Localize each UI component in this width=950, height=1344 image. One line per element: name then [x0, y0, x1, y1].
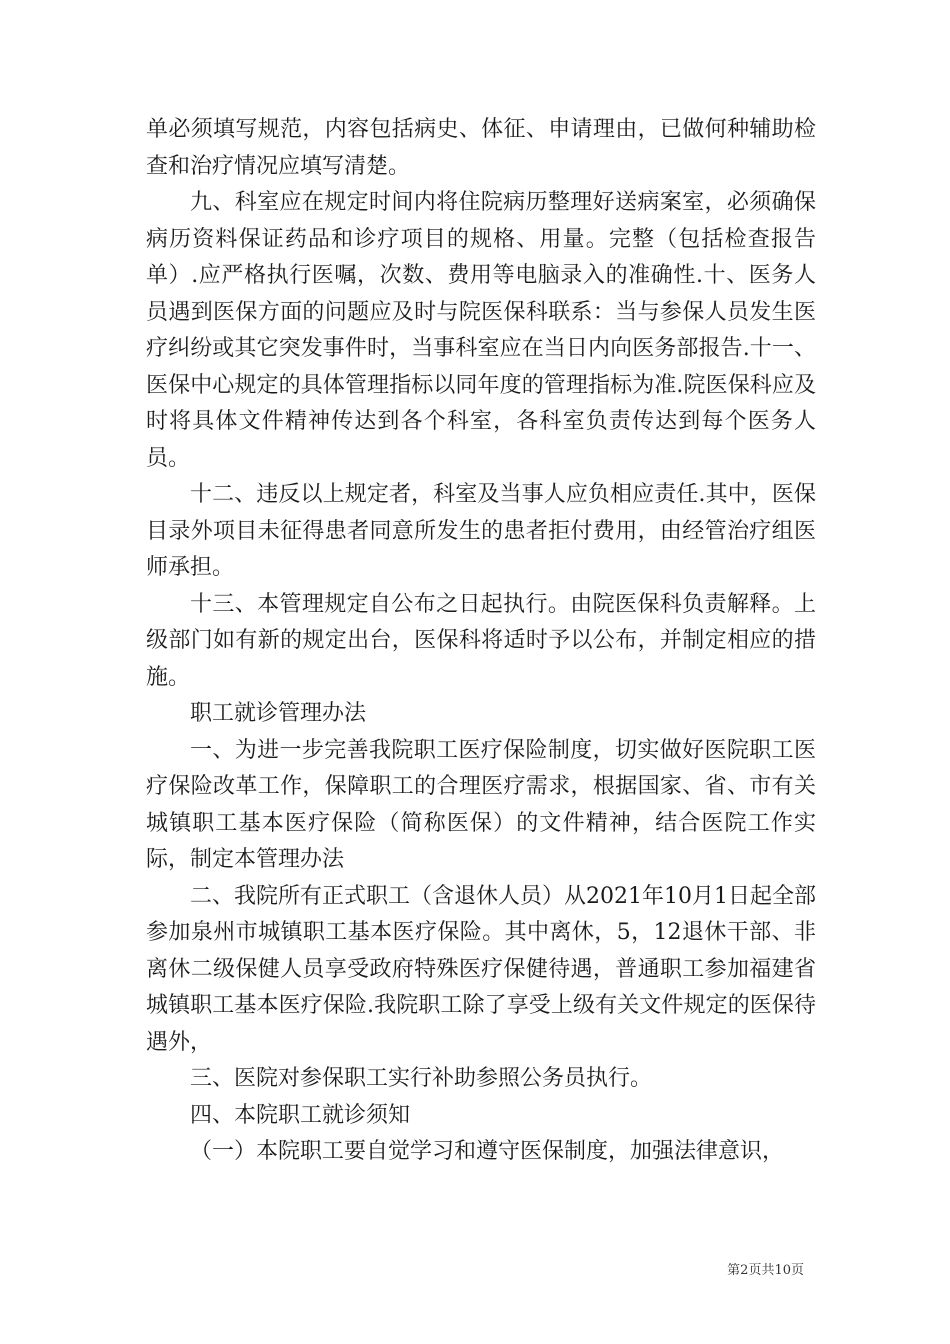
- paragraph: 十三、本管理规定自公布之日起执行。由院医保科负责解释。上级部门如有新的规定出台，医保科将适时予以公布，并制定相应的措施。: [146, 591, 816, 690]
- document-body: [146, 112, 816, 1171]
- paragraph: 二、我院所有正式职工（含退休人员）从2021年10月1日起全部参加泉州市城镇职工基本医疗保险。其中离休，5，12退休干部、非离休二级保健人员享受政府特殊医疗保健待遇，普通职工参加福建省城镇职工基本医疗保险.我院职工除了享受上级有关文件规定的医保待遇外，: [146, 883, 816, 1055]
- paragraph: 单必须填写规范，内容包括病史、体征、申请理由，已做何种辅助检查和治疗情况应填写清楚。: [146, 117, 816, 179]
- paragraph: （一）本院职工要自觉学习和遵守医保制度，加强法律意识，: [190, 1139, 785, 1164]
- paragraph: 九、科室应在规定时间内将住院病历整理好送病案室，必须确保病历资料保证药品和诊疗项目的规格、用量。完整（包括检查报告单）.应严格执行医嘱，次数、费用等电脑录入的准确性.十、医务人员遇到医保方面的问题应及时与院医保科联系：当与参保人员发生医疗纠纷或其它突发事件时，当事科室应在当日内向医务部报告.十一、医保中心规定的具体管理指标以同年度的管理指标为准.院医保科应及时将具体文件精神传达到各个科室，各科室负责传达到每个医务人员。: [146, 190, 816, 471]
- paragraph: 四、本院职工就诊须知: [190, 1102, 411, 1128]
- section-heading: 职工就诊管理办法: [190, 701, 367, 726]
- paragraph: 三、医院对参保职工实行补助参照公务员执行。: [190, 1066, 653, 1091]
- paragraph: 十二、违反以上规定者，科室及当事人应负相应责任.其中，医保目录外项目未征得患者同意所发生的患者拒付费用，由经管治疗组医师承担。: [146, 482, 816, 580]
- paragraph: 一、为进一步完善我院职工医疗保险制度，切实做好医院职工医疗保险改革工作，保障职工的合理医疗需求，根据国家、省、市有关城镇职工基本医疗保险（简称医保）的文件精神，结合医院工作实际，制定本管理办法: [146, 737, 816, 872]
- page-number: 第2页共10页: [727, 1263, 804, 1278]
